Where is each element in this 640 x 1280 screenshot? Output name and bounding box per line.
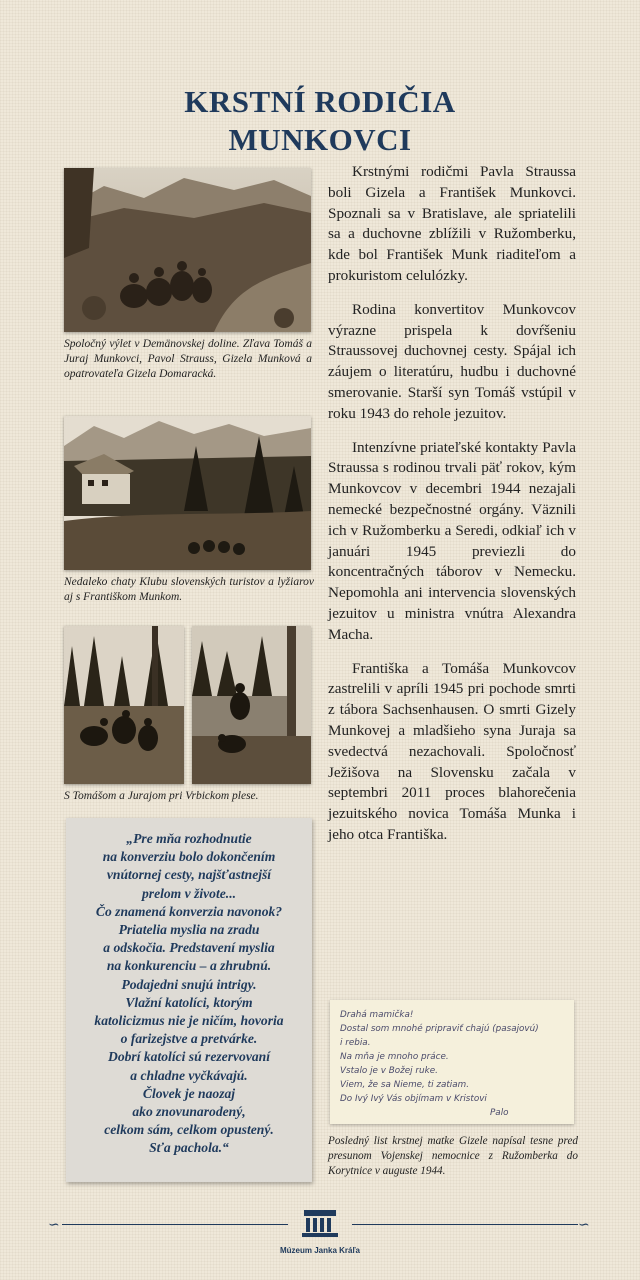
quote-line: prelom v živote... <box>141 885 236 901</box>
title-line-1: KRSTNÍ RODIČIA <box>184 83 456 119</box>
quote-text <box>66 818 312 1158</box>
footer-divider-right <box>352 1224 578 1225</box>
letter-caption: Posledný list krstnej matke Gizele napísal tesne pred presunom Vojenskej nemocnice z Ružomberka do Korytnice v auguste 1944. <box>328 1135 578 1177</box>
quote-line: vnútornej cesty, najšťastnejší <box>106 867 272 883</box>
quote-line: na konkurenciu – a zhrubnú. <box>106 958 272 974</box>
quote-line: na konverziu bolo dokončením <box>102 849 276 865</box>
caption-photo-1: Spoločný výlet v Demänovskej doline. Zľava Tomáš a Juraj Munkovci, Pavol Strauss, Gizela Munková a opatrovateľa Gizela Domaracká. <box>64 338 312 380</box>
letter-line: Drahá mamička! <box>340 1010 414 1020</box>
main-text <box>328 162 576 859</box>
photo-chata-kst <box>64 416 311 570</box>
quote-line: ako znovunarodený, <box>132 1104 246 1120</box>
museum-name: Múzeum Janka Kráľa <box>280 1246 360 1255</box>
quote-line: o farizejstve a pretvárke. <box>120 1031 258 1047</box>
quote-line: Človek je naozaj <box>142 1085 236 1101</box>
quote-line: a chladne vyčkávajú. <box>130 1067 248 1083</box>
letter-line: Viem, že sa Nieme, ti zatiam. <box>340 1080 469 1090</box>
page-title <box>0 83 640 159</box>
footer-ornament-right-icon: ∽ <box>578 1218 590 1233</box>
quote-line: Čo znamená konverzia navonok? <box>95 903 283 919</box>
quote-line: Dobrí katolíci sú rezervovaní <box>108 1049 270 1065</box>
title-line-2: MUNKOVCI <box>228 121 412 157</box>
letter-text <box>330 1000 574 1128</box>
letter-line: i rebia. <box>340 1038 371 1048</box>
quote-line: katolicizmus nie je ničím, hovoria <box>94 1013 284 1029</box>
quote-line: Sťa pachola.“ <box>149 1140 229 1156</box>
letter-line: Vstalo je v Božej ruke. <box>340 1066 438 1076</box>
quote-box <box>66 818 312 1182</box>
paragraph-4: Františka a Tomáša Munkovcov zastrelili v apríli 1945 pri pochode smrti z tábora Sachsenhausen. O smrti Gizely Munkovej a mladšieho syna Juraja sa svedectvá nezachovali. Spoločnosť Ježišova na Slovensku začala v septembri 2011 proces blahorečenia jezuitského novica Tomáša Munka i jeho otca Františka. <box>328 659 576 843</box>
handwritten-letter <box>330 1000 574 1124</box>
museum-logo-icon <box>300 1210 340 1238</box>
paragraph-3: Intenzívne priateľské kontakty Pavla Straussa s rodinou trvali päť rokov, kým Munkovcov v decembri 1944 nezajali nemecké bezpečnostné orgány. Väznili ich v Ružomberku a Seredi, odkiaľ ich v januári 1945 previezli do koncentračných táborov v Nemecku. Nepomohla ani intervencia slovenských jezuitov u ministra vnútra Alexandra Macha. <box>328 438 576 643</box>
photo-vrbicke-pleso-right <box>192 626 311 784</box>
footer-ornament-left-icon: ∽ <box>48 1218 60 1233</box>
quote-line: Vlažní katolíci, ktorým <box>125 994 253 1010</box>
letter-line: Dostal som mnohé pripraviť chajú (pasajovú) <box>340 1024 539 1034</box>
quote-line: Priatelia myslia na zradu <box>118 922 260 938</box>
letter-line: Do Ivý Ivý Vás objímam v Kristovi <box>340 1094 487 1104</box>
quote-line: „Pre mňa rozhodnutie <box>126 831 252 846</box>
quote-line: Podajedni snujú intrigy. <box>121 976 257 992</box>
paragraph-1: Krstnými rodičmi Pavla Straussa boli Gizela a František Munkovci. Spoznali sa v Bratislave, ale spriatelili sa a duchovne zblížili v Ružomberku, kde bol František Munk riaditeľom a prokuristom celulózky. <box>328 163 576 284</box>
photo-demanovska-dolina <box>64 168 311 332</box>
quote-line: a odskočia. Predstavení myslia <box>103 940 275 956</box>
caption-photo-2: Nedaleko chaty Klubu slovenských turistov a lyžiarov aj s Františkom Munkom. <box>64 576 314 603</box>
quote-line: celkom sám, celkom opustený. <box>104 1122 274 1138</box>
photo-vrbicke-pleso-left <box>64 626 184 784</box>
paragraph-2: Rodina konvertitov Munkovcov výrazne prispela k dovŕšeniu Straussovej duchovnej cesty. Spájal ich záujem o literatúru, hudbu i duchovné smerovanie. Starší syn Tomáš vstúpil v roku 1943 do rehole jezuitov. <box>328 300 576 422</box>
letter-line: Na mňa je mnoho práce. <box>340 1052 449 1062</box>
letter-line: Palo <box>490 1108 509 1118</box>
caption-photo-3: S Tomášom a Jurajom pri Vrbickom plese. <box>64 790 259 802</box>
footer-divider-left <box>62 1224 288 1225</box>
